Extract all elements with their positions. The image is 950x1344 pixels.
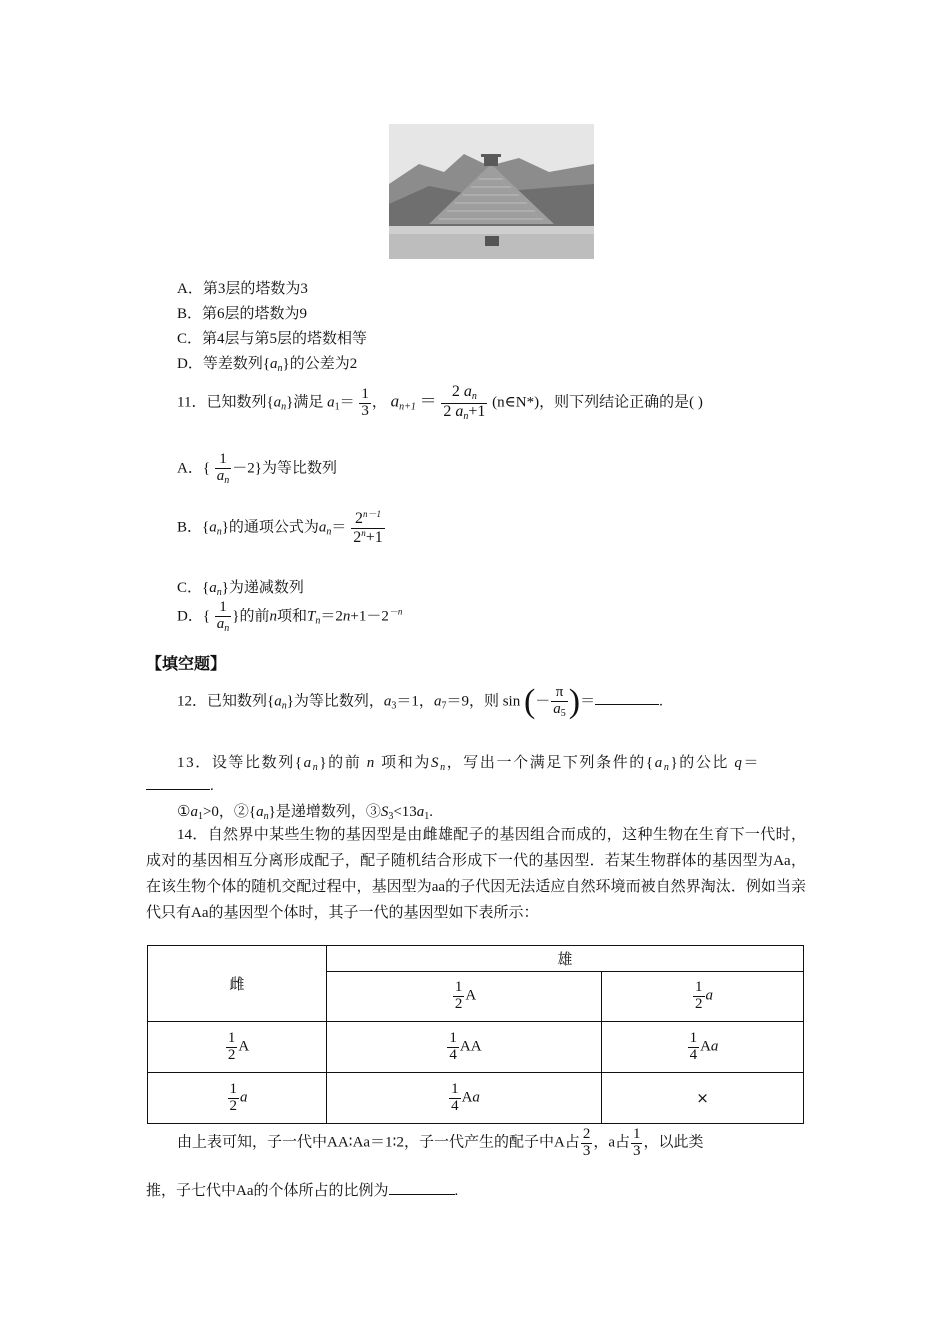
fraction-quarter: $\frac{1}{4}$ [689, 1029, 698, 1063]
header-female: 雌 [148, 946, 327, 1022]
option-b: B．第6层的塔数为9 [177, 306, 308, 322]
option-c: C．第4层与第5层的塔数相等 [177, 331, 368, 347]
male-gamete-A: $\frac{1}{2}$ A [327, 972, 602, 1022]
pagoda-photo [389, 124, 594, 259]
question-12: 12．已知数列$\{a_n\}$为等比数列，$a_3=1$，$a_7=9$，则 sin (－ $\frac{\pi}{a_5}$ )＝ . [177, 683, 663, 720]
question-11: 11．已知数列$\{a_n\}$满足 $a_1=$ $\frac{1}{3}$ ， $a_{n+1}$ ＝ $\frac{2 a_n}{2 a_n+1}$ (n∈N*)，则下列结论正确的是( ) [177, 383, 703, 422]
q13-answer-line: . [146, 775, 214, 795]
fraction-half: $\frac{1}{2}$ [229, 1080, 237, 1114]
answer-blank[interactable] [389, 1180, 455, 1195]
female-gamete-A: $\frac{1}{2}$ A [148, 1022, 327, 1073]
right-paren: ) [568, 683, 581, 720]
cell-eliminated: × [602, 1073, 804, 1124]
pagoda-illustration [389, 124, 594, 259]
female-gamete-a: $\frac{1}{2}$ a [148, 1073, 327, 1124]
answer-blank[interactable] [146, 775, 210, 790]
cell-Aa-1: $\frac{1}{4}$ Aa [602, 1022, 804, 1073]
fraction-one-third: $\frac{1}{3}$ [361, 385, 369, 419]
header-male: 雄 [327, 946, 804, 972]
fraction-quarter: $\frac{1}{4}$ [449, 1029, 457, 1063]
fraction-pi-over-a5: $\frac{\pi}{a_5}$ [553, 683, 566, 719]
fraction-half: $\frac{1}{2}$ [695, 979, 703, 1012]
fraction-one-over-an: $\frac{1}{a_n}$ [216, 451, 230, 486]
cell-Aa-2: $\frac{1}{4}$ Aa [327, 1073, 602, 1124]
genotype-table [147, 945, 804, 1124]
section-heading-fill-in: 【填空题】 [146, 654, 227, 673]
fraction-two-thirds: $\frac{2}{3}$ [582, 1126, 591, 1159]
fraction-one-third: $\frac{1}{3}$ [632, 1126, 641, 1159]
left-paren: ( [523, 683, 536, 720]
recurrence-fraction: $\frac{2 a_n}{2 a_n+1}$ [443, 383, 486, 422]
q11-option-c: C．$\{a_n\}$为递减数列 [177, 580, 304, 598]
q14-conclusion-line1: 由上表可知，子一代中AA∶Aa＝1∶2，子一代产生的配子中A占 $\frac{2}{3}$ ，a占 $\frac{1}{3}$ ，以此类 [177, 1126, 704, 1159]
question-13: 13．设等比数列$\{a_n\}$的前 n 项和为$S_n$，写出一个满足下列条件的$\{a_n\}$的公比 q＝ [177, 755, 761, 773]
fraction-quarter: $\frac{1}{4}$ [451, 1080, 459, 1114]
q11-option-b: B．$\{a_n\}$的通项公式为$a_n=$ $\frac{2^{n-1}}{2^n+1}$ [177, 509, 383, 546]
cell-AA: $\frac{1}{4}$ AA [327, 1022, 602, 1073]
option-a: A．第3层的塔数为3 [177, 281, 308, 297]
male-gamete-a: $\frac{1}{2}$ a [602, 972, 804, 1022]
q13-conditions: $①a_1>0$，$②\{a_n\}$是递增数列，$③S_3<13a_1$. [177, 804, 434, 822]
general-term-fraction: $\frac{2^{n-1}}{2^n+1}$ [353, 509, 383, 546]
fraction-half: $\frac{1}{2}$ [227, 1029, 236, 1063]
fraction-one-over-an: $\frac{1}{a_n}$ [216, 599, 230, 634]
fraction-half: $\frac{1}{2}$ [454, 979, 463, 1012]
option-d: D．等差数列$\{a_n\}$的公差为2 [177, 356, 358, 374]
answer-blank[interactable] [595, 690, 659, 705]
q14-conclusion-line2: 推，子七代中Aa的个体所占的比例为 . [146, 1179, 458, 1200]
q11-option-a: A．{ $\frac{1}{a_n}$ －2}为等比数列 [177, 451, 337, 486]
q11-option-d: D．{ $\frac{1}{a_n}$ }的前n项和$T_n=2n+1-2^{-n}$ [177, 599, 403, 634]
question-14: 14．自然界中某些生物的基因型是由雌雄配子的基因组合而成的，这种生物在生育下一代时，成对的基因相互分离形成配子，配子随机结合形成下一代的基因型．若某生物群体的基因型为Aa，在该生物个体的随机交配过程中，基因型为aa的子代因无法适应自然环境而被自然界淘汰．例如当亲代只有Aa的基因型个体时，其子一代的基因型如下表所示： [146, 827, 806, 921]
